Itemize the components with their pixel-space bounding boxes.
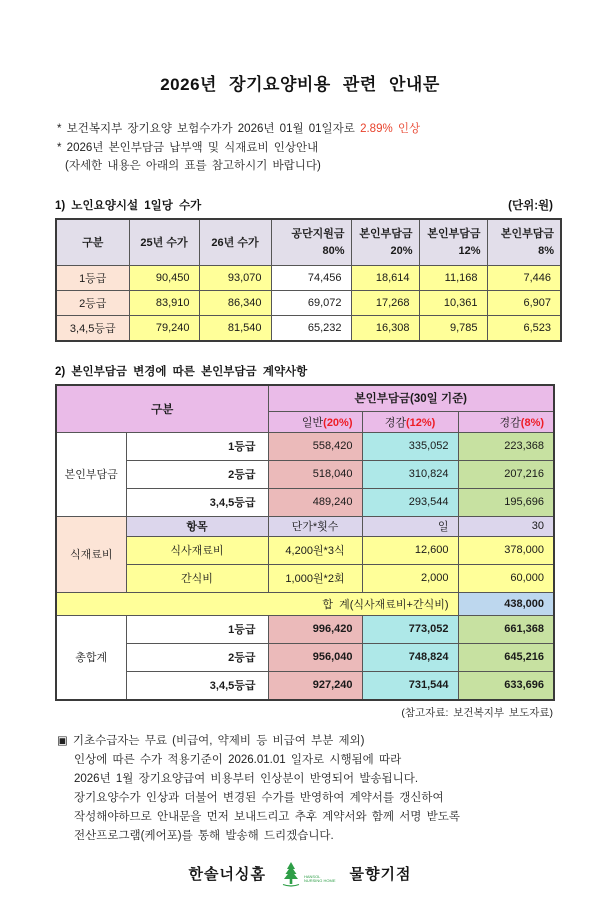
table-cell: 6,907 — [487, 290, 561, 315]
table2-heading: 2) 본인부담금 변경에 따른 본인부담금 계약사항 — [55, 365, 308, 378]
footer-line-1 — [57, 732, 600, 751]
grand-row-grade2 — [56, 643, 554, 671]
table-cell: 773,052 — [362, 615, 458, 643]
unit-times-header: 단가*횟수 — [268, 516, 362, 536]
item-label: 간식비 — [126, 564, 268, 592]
subheader-pct: (20%) — [323, 416, 353, 429]
header-line: 8% — [538, 244, 554, 257]
table-cell: 335,052 — [362, 432, 458, 460]
table-cell: 93,070 — [199, 265, 271, 290]
notice-document — [0, 70, 600, 919]
food-header-row — [56, 516, 554, 536]
table-cell: 69,072 — [271, 290, 351, 315]
table-cell: 645,216 — [458, 643, 554, 671]
table-cell: 79,240 — [129, 315, 199, 341]
table-cell: 7,446 — [487, 265, 561, 290]
facility-logo — [0, 862, 600, 886]
bullet-line-3: (자세한 내용은 아래의 표를 참고하시기 바랍니다) — [65, 160, 321, 172]
bullet-line-2: * 2026년 본인부담금 납부액 및 식재료비 인상안내 — [57, 141, 319, 154]
logo-name-left: 한솔너싱홈 — [188, 866, 266, 883]
table-cell: 86,340 — [199, 290, 271, 315]
grade-label: 2등급 — [56, 290, 129, 315]
table-cell: 9,785 — [419, 315, 487, 341]
source-note: (참고자료: 보건복지부 보도자료) — [401, 706, 553, 719]
burden-row-grade1 — [56, 432, 554, 460]
burden-row-grade345 — [56, 488, 554, 516]
col-header-2026: 26년 수가 — [199, 219, 271, 266]
bullet-1-text: * 보건복지부 장기요양 보험수가가 2026년 01월 01일자로 — [57, 123, 361, 135]
table1-row-grade1 — [56, 265, 561, 290]
days-header: 일 — [362, 516, 458, 536]
logo-name-right: 물향기점 — [349, 866, 412, 883]
header-line: 80% — [322, 244, 345, 257]
table-cell: 4,200원*3식 — [268, 536, 362, 564]
grand-group-label: 총합계 — [56, 615, 126, 700]
page-title: 2026년 장기요양비용 관련 안내문 — [160, 75, 440, 94]
table-cell: 16,308 — [351, 315, 419, 341]
unit-label: (단위:원) — [508, 199, 553, 212]
grade-label: 3,4,5등급 — [56, 315, 129, 341]
food-total-row — [56, 592, 554, 615]
table-cell: 10,361 — [419, 290, 487, 315]
table-cell: 748,824 — [362, 643, 458, 671]
table-cell: 60,000 — [458, 564, 554, 592]
days-value: 30 — [458, 516, 554, 536]
table-cell: 489,240 — [268, 488, 362, 516]
food-total-label: 합 계(식사재료비+간식비) — [56, 592, 458, 615]
table-cell: 956,040 — [268, 643, 362, 671]
col-header-gubun: 구분 — [56, 219, 129, 266]
grade-label: 3,4,5등급 — [126, 671, 268, 700]
burden-row-grade2 — [56, 460, 554, 488]
subheader-label: 일반 — [301, 416, 324, 429]
footer-notes — [57, 732, 600, 846]
footer-line-5: 작성해야하므로 안내문을 먼저 보내드리고 추후 계약서와 함께 서명 받도록 — [74, 810, 460, 823]
footer-line-3: 2026년 1월 장기요양급여 비용부터 인상분이 반영되어 발송됩니다. — [74, 772, 419, 785]
item-label: 식사재료비 — [126, 536, 268, 564]
logo-mark — [280, 862, 336, 886]
footer-line-2: 인상에 따른 수가 적용기준이 2026.01.01 일자로 시행됨에 따라 — [74, 753, 402, 766]
table1-row-grade2 — [56, 290, 561, 315]
header-line: 12% — [458, 244, 481, 257]
table-cell: 17,268 — [351, 290, 419, 315]
table-cell: 83,910 — [129, 290, 199, 315]
table-cell: 310,824 — [362, 460, 458, 488]
intro-bullets — [57, 120, 600, 176]
table-cell: 11,168 — [419, 265, 487, 290]
rate-increase-highlight: 2.89% 인상 — [360, 123, 421, 135]
footer-line-4: 장기요양수가 인상과 더불어 변경된 수가를 반영하여 계약서를 갱신하여 — [74, 791, 444, 804]
burden-contract-table — [55, 384, 555, 701]
header-line: 본인부담금 — [359, 227, 413, 240]
footer-line-6: 전산프로그램(케어포)를 통해 발송해 드리겠습니다. — [74, 829, 334, 842]
table2-header-row-1 — [56, 385, 554, 412]
subheader-general-20 — [268, 411, 362, 432]
table-cell: 74,456 — [271, 265, 351, 290]
grade-label: 3,4,5등급 — [126, 488, 268, 516]
grade-label: 1등급 — [126, 615, 268, 643]
table-cell: 90,450 — [129, 265, 199, 290]
table-cell: 293,544 — [362, 488, 458, 516]
col-header-burden-20 — [351, 219, 419, 266]
table-cell: 6,523 — [487, 315, 561, 341]
table-cell: 558,420 — [268, 432, 362, 460]
grand-row-grade1 — [56, 615, 554, 643]
pine-tree-icon — [280, 862, 302, 886]
grade-label: 1등급 — [56, 265, 129, 290]
table2-heading-row — [55, 363, 553, 379]
table-cell: 661,368 — [458, 615, 554, 643]
table-cell: 207,216 — [458, 460, 554, 488]
logo-caption — [304, 875, 336, 883]
table-cell: 18,614 — [351, 265, 419, 290]
logo-caption-line: HANSOL — [303, 873, 321, 879]
food-total-value: 438,000 — [458, 592, 554, 615]
subheader-label: 경감 — [384, 416, 406, 429]
food-row-snack — [56, 564, 554, 592]
daily-fee-table — [55, 218, 562, 342]
subheader-reduced-12 — [362, 411, 458, 432]
burden-group-label: 본인부담금 — [56, 432, 126, 516]
col-header-burden-12 — [419, 219, 487, 266]
subheader-reduced-8 — [458, 411, 554, 432]
food-group-label: 식재료비 — [56, 516, 126, 592]
table1-heading: 1) 노인요양시설 1일당 수가 — [55, 199, 202, 212]
table1-header-row — [56, 219, 561, 266]
item-header: 항목 — [126, 516, 268, 536]
header-line: 20% — [390, 244, 413, 257]
table-cell: 12,600 — [362, 536, 458, 564]
subheader-pct: (12%) — [405, 416, 436, 429]
table-cell: 1,000원*2회 — [268, 564, 362, 592]
table-cell: 81,540 — [199, 315, 271, 341]
table-cell: 65,232 — [271, 315, 351, 341]
table-cell: 927,240 — [268, 671, 362, 700]
col-header-burden-8 — [487, 219, 561, 266]
burden-span-header: 본인부담금(30일 기준) — [268, 385, 554, 412]
col-header-2025: 25년 수가 — [129, 219, 199, 266]
table-cell: 731,544 — [362, 671, 458, 700]
grade-label: 2등급 — [126, 643, 268, 671]
table-cell: 2,000 — [362, 564, 458, 592]
header-line: 공단지원금 — [291, 227, 345, 240]
logo-caption-line: NURSING HOME — [303, 877, 336, 883]
grade-label: 1등급 — [126, 432, 268, 460]
grade-label: 2등급 — [126, 460, 268, 488]
col-header-support-80 — [271, 219, 351, 266]
food-row-meal — [56, 536, 554, 564]
table-cell: 633,696 — [458, 671, 554, 700]
square-bullet-icon: ▣ — [57, 734, 68, 747]
table1-row-grade345 — [56, 315, 561, 341]
table-cell: 378,000 — [458, 536, 554, 564]
subheader-pct: (8%) — [520, 416, 545, 429]
table-cell: 195,696 — [458, 488, 554, 516]
header-line: 본인부담금 — [500, 227, 554, 240]
gubun-header: 구분 — [56, 385, 268, 433]
table-cell: 996,420 — [268, 615, 362, 643]
grand-row-grade345 — [56, 671, 554, 700]
subheader-label: 경감 — [499, 416, 521, 429]
table1-heading-row — [55, 197, 553, 213]
table-cell: 518,040 — [268, 460, 362, 488]
footer-text: 기초수급자는 무료 (비급여, 약제비 등 비급여 부분 제외) — [72, 734, 365, 747]
header-line: 본인부담금 — [427, 227, 481, 240]
table-cell: 223,368 — [458, 432, 554, 460]
bullet-line-1 — [57, 120, 600, 139]
